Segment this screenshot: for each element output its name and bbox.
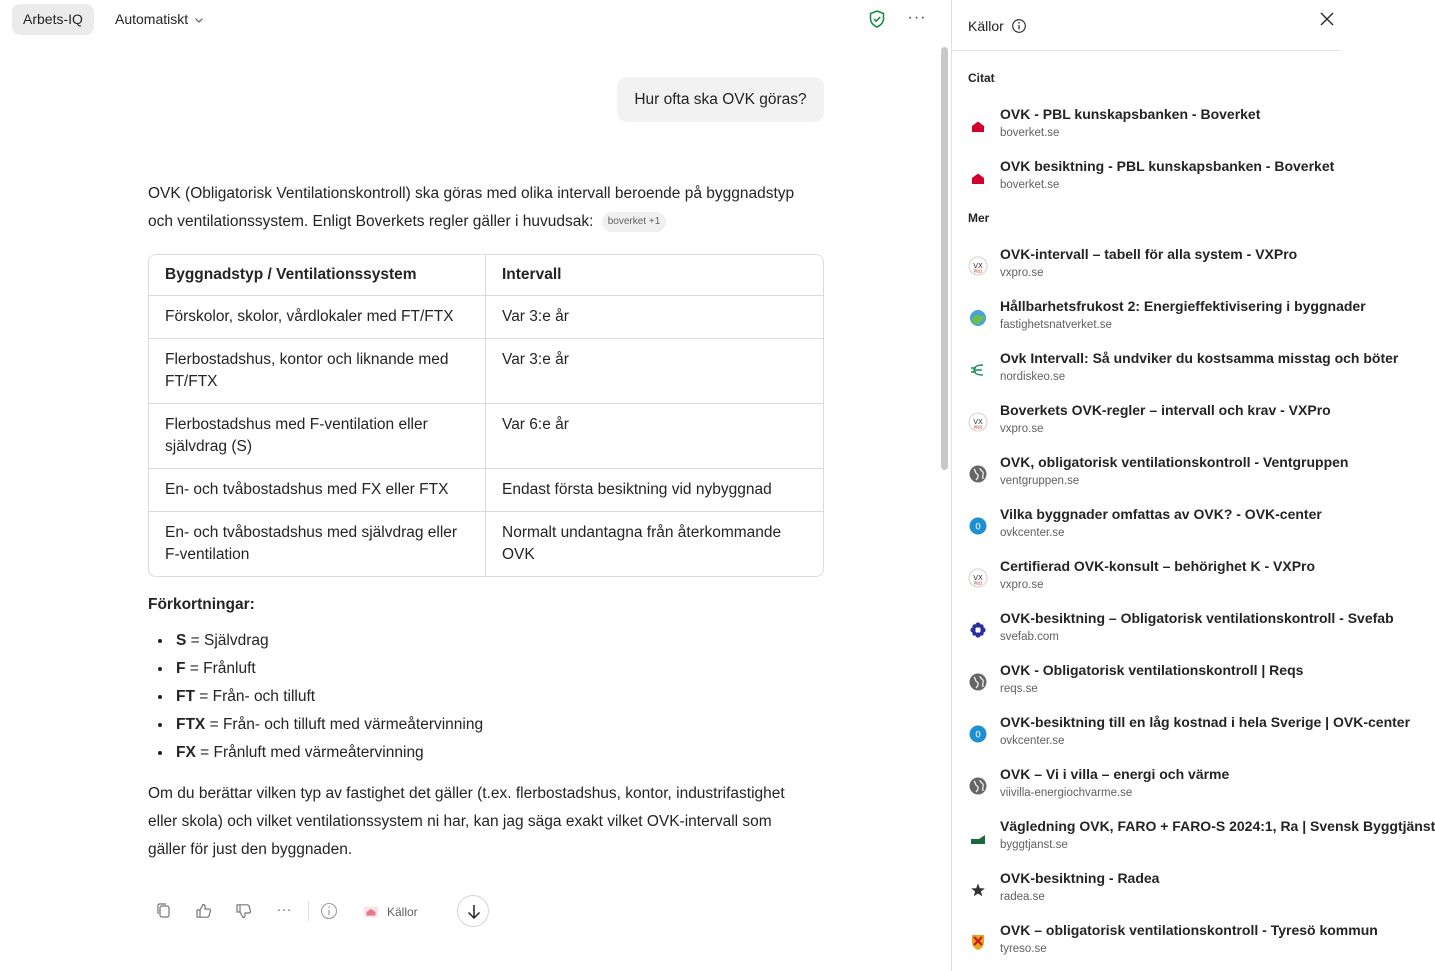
arrow-down-icon [465, 903, 483, 921]
source-domain: vxpro.se [1000, 267, 1044, 279]
svg-text:PRO: PRO [973, 269, 983, 274]
more-actions-button[interactable]: ··· [276, 901, 292, 918]
source-title: OVK-besiktning – Obligatorisk ventilationskontroll - Svefab [1000, 610, 1394, 626]
source-item[interactable] [968, 764, 1334, 808]
fastighetsnatverket-icon [968, 308, 988, 328]
section-more-heading: Mer [968, 211, 990, 225]
shield-check-icon[interactable] [867, 9, 887, 29]
svg-text:PRO: PRO [973, 581, 983, 586]
boverket-icon [362, 903, 380, 921]
svg-text:PRO: PRO [973, 425, 983, 430]
abbreviations-heading: Förkortningar: [148, 596, 255, 613]
closing-line-1: Om du berättar vilken typ av fastighet det gäller (t.ex. flerbostadshus, kontor, industrifastighet [148, 785, 785, 802]
source-domain: vxpro.se [1000, 423, 1044, 435]
answer-intro-text: och ventilationssystem. Enligt Boverkets regler gäller i huvudsak: [148, 213, 594, 230]
source-title: OVK – obligatorisk ventilationskontroll - Tyresö kommun [1000, 922, 1378, 938]
table-row [149, 296, 823, 339]
answer-intro-line-1: OVK (Obligatorisk Ventilationskontroll) ska göras med olika intervall beroende på byggnadstyp [148, 185, 795, 202]
abbr-key: F [176, 660, 186, 677]
chat-scrollbar[interactable] [941, 47, 948, 470]
globe-icon [968, 776, 988, 796]
workspace-chip[interactable]: Arbets-IQ [12, 4, 94, 35]
source-domain: ventgruppen.se [1000, 475, 1080, 487]
source-domain: vxpro.se [1000, 579, 1044, 591]
abbr-value: = Självdrag [186, 632, 269, 649]
ovkcenter-icon [968, 724, 988, 744]
sources-panel-title: Källor [968, 18, 1004, 34]
actions-divider [308, 901, 309, 921]
list-item [148, 739, 483, 767]
table-row [149, 512, 823, 576]
chat-top-bar [0, 0, 951, 40]
thumbs-up-icon [192, 899, 216, 923]
mode-selector[interactable] [115, 4, 204, 35]
source-domain: ovkcenter.se [1000, 735, 1065, 747]
table-cell: Normalt undantagna från återkommande OVK [502, 524, 782, 563]
source-title: OVK - Obligatorisk ventilationskontroll | Reqs [1000, 662, 1304, 678]
table-cell: Var 3:e år [486, 296, 823, 339]
abbr-key: FTX [176, 716, 206, 733]
source-title: OVK – Vi i villa – energi och värme [1000, 766, 1230, 782]
list-item [148, 711, 483, 739]
source-title: OVK-besiktning - Radea [1000, 870, 1160, 886]
source-item[interactable] [968, 244, 1334, 288]
source-item[interactable] [968, 156, 1334, 200]
byggtjanst-icon [968, 828, 988, 848]
chevron-down-icon [194, 15, 204, 25]
source-domain: ovkcenter.se [1000, 527, 1065, 539]
source-item[interactable] [968, 400, 1334, 444]
tyreso-icon [968, 932, 988, 952]
copy-icon [152, 899, 176, 923]
answer-closing [148, 780, 824, 864]
close-icon[interactable] [1319, 11, 1335, 27]
user-message: Hur ofta ska OVK göras? [617, 77, 824, 122]
source-item[interactable] [968, 556, 1334, 600]
source-item[interactable] [968, 504, 1334, 548]
table-cell: Flerbostadshus, kontor och liknande med FT/FTX [149, 339, 486, 404]
source-domain: viivilla-energiochvarme.se [1000, 787, 1133, 799]
source-domain: svefab.com [1000, 631, 1059, 643]
table-cell: Förskolor, skolor, vårdlokaler med FT/FTX [149, 296, 486, 339]
source-title: Boverkets OVK-regler – intervall och krav - VXPro [1000, 402, 1331, 418]
table-cell: En- och tvåbostadshus med FX eller FTX [149, 469, 486, 512]
vxpro-icon [968, 568, 988, 588]
closing-line-2: eller skola) och vilket ventilationssystem ni har, kan jag säga exakt vilket OVK-intervall som [148, 813, 772, 830]
table-row [149, 404, 823, 469]
source-item[interactable] [968, 920, 1378, 964]
sources-panel [952, 0, 1435, 971]
more-options-button[interactable]: ··· [907, 9, 927, 26]
source-title: OVK besiktning - PBL kunskapsbanken - Boverket [1000, 158, 1335, 174]
interval-table [148, 254, 824, 577]
table-cell: Var 6:e år [486, 404, 823, 469]
boverket-icon [968, 116, 988, 136]
mode-label: Automatiskt [115, 11, 189, 27]
source-domain: tyreso.se [1000, 943, 1047, 955]
citation-pill[interactable]: boverket +1 [602, 212, 667, 232]
ovkcenter-icon [968, 516, 988, 536]
copy-button[interactable] [152, 899, 176, 923]
source-title: Hållbarhetsfrukost 2: Energieffektivisering i byggnader [1000, 298, 1366, 314]
source-domain: boverket.se [1000, 127, 1060, 139]
abbr-key: FT [176, 688, 195, 705]
thumbs-down-icon [232, 899, 256, 923]
svg-text:VX: VX [973, 574, 983, 582]
table-header-cell: Byggnadstyp / Ventilationssystem [149, 255, 486, 296]
source-title: Certifierad OVK-konsult – behörighet K - VXPro [1000, 558, 1316, 574]
source-item[interactable] [968, 348, 1399, 392]
source-item[interactable] [968, 452, 1349, 496]
vxpro-icon [968, 256, 988, 276]
table-cell: Flerbostadshus med F-ventilation eller självdrag (S) [149, 404, 486, 469]
message-actions [152, 897, 502, 925]
source-domain: reqs.se [1000, 683, 1038, 695]
svg-text:0: 0 [975, 522, 981, 533]
source-title: OVK-intervall – tabell för alla system - VXPro [1000, 246, 1298, 262]
abbr-key: FX [176, 744, 196, 761]
svg-text:VX: VX [973, 262, 983, 270]
sources-label: Källor [387, 905, 418, 919]
abbr-value: = Frånluft med värmeåtervinning [195, 744, 424, 761]
abbr-value: = Från- och tilluft med värmeåtervinning [205, 716, 484, 733]
source-item[interactable] [968, 712, 1411, 756]
info-icon [317, 899, 341, 923]
globe-icon [968, 672, 988, 692]
svefab-icon [968, 620, 988, 640]
table-header-row [149, 255, 823, 296]
source-item[interactable] [968, 104, 1334, 148]
table-row [149, 339, 823, 404]
sources-button[interactable] [362, 900, 418, 924]
table-cell: Endast första besiktning vid nybyggnad [486, 469, 823, 512]
table-row [149, 469, 823, 512]
abbr-value: = Frånluft [185, 660, 256, 677]
section-cited-heading: Citat [968, 71, 995, 85]
source-item[interactable] [968, 816, 1435, 860]
svg-text:0: 0 [975, 730, 981, 741]
source-domain: radea.se [1000, 891, 1045, 903]
abbr-key: S [176, 632, 187, 649]
nordiskeo-icon [968, 360, 988, 380]
globe-icon [968, 464, 988, 484]
list-item [148, 655, 483, 683]
closing-line-3: gäller för just den byggnaden. [148, 841, 353, 858]
source-domain: boverket.se [1000, 179, 1060, 191]
source-item[interactable] [968, 660, 1334, 704]
radea-icon [968, 880, 988, 900]
boverket-icon [968, 168, 988, 188]
abbr-value: = Från- och tilluft [194, 688, 316, 705]
sources-panel-header [952, 0, 1341, 51]
source-title: Vägledning OVK, FARO + FARO-S 2024:1, Ra | Svensk Byggtjänst [1000, 818, 1435, 834]
table-cell: En- och tvåbostadshus med självdrag eller F-ventilation [149, 512, 486, 576]
thumbs-down-button[interactable] [232, 899, 256, 923]
answer-intro-line-2 [148, 208, 824, 236]
list-item [148, 627, 483, 655]
source-domain: fastighetsnatverket.se [1000, 319, 1112, 331]
vxpro-icon [968, 412, 988, 432]
source-domain: byggtjanst.se [1000, 839, 1068, 851]
table-header-cell: Intervall [486, 255, 823, 296]
info-icon[interactable] [1011, 18, 1027, 34]
table-cell: Var 3:e år [486, 339, 823, 404]
thumbs-up-button[interactable] [192, 899, 216, 923]
abbreviations-list [148, 627, 483, 767]
source-item[interactable] [968, 868, 1334, 912]
source-item[interactable] [968, 608, 1394, 652]
info-button[interactable] [317, 899, 341, 923]
source-title: OVK - PBL kunskapsbanken - Boverket [1000, 106, 1261, 122]
source-item[interactable] [968, 296, 1366, 340]
source-title: Ovk Intervall: Så undviker du kostsamma misstag och böter [1000, 350, 1399, 366]
source-title: Vilka byggnader omfattas av OVK? - OVK-center [1000, 506, 1322, 522]
source-title: OVK-besiktning till en låg kostnad i hela Sverige | OVK-center [1000, 714, 1411, 730]
assistant-answer [148, 180, 824, 236]
source-domain: nordiskeo.se [1000, 371, 1066, 383]
scroll-to-bottom-button[interactable] [457, 895, 489, 927]
source-title: OVK, obligatorisk ventilationskontroll - Ventgruppen [1000, 454, 1349, 470]
svg-text:VX: VX [973, 418, 983, 426]
list-item [148, 683, 483, 711]
